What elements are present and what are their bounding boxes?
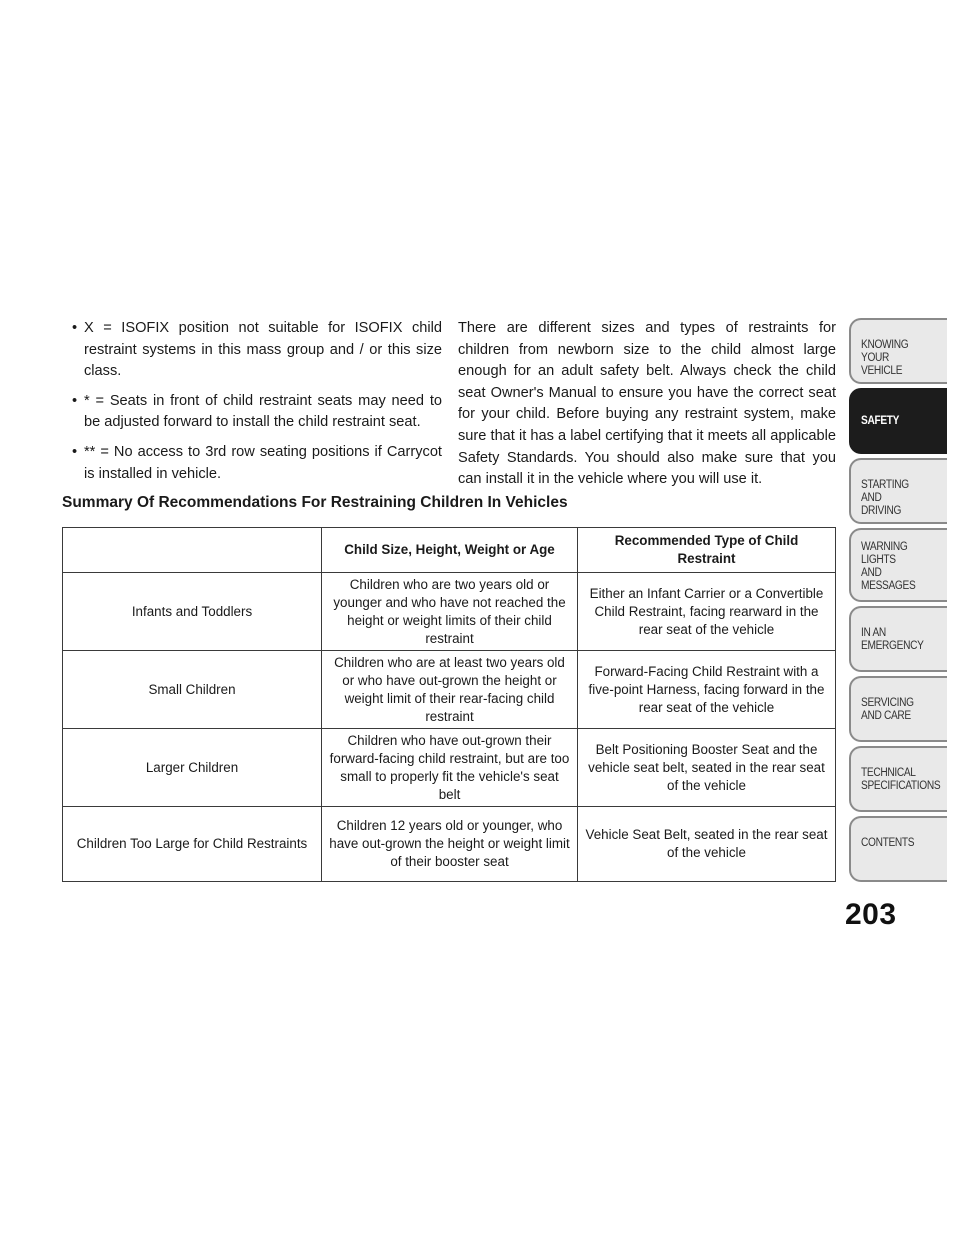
- table-cell-restraint: Forward-Facing Child Restraint with a five-point Harness, facing forward in the rear seat of the vehicle: [578, 651, 836, 729]
- restraint-intro-paragraph: There are different sizes and types of restraints for children from newborn size to the child almost large enough for an adult safety belt. Always check the child seat Owner's Manual to ensure you have the correct seat for your child. Before buying any restraint system, make sure that it has a label certifying that it meets all applicable Safety Standards. You should also make sure that you can install it in the vehicle where you will use it.: [458, 320, 836, 488]
- left-column: [62, 318, 442, 493]
- tab-label: CONTENTS: [861, 835, 915, 849]
- tab-starting-and-driving[interactable]: [849, 458, 947, 524]
- tab-technical-specifications[interactable]: [849, 746, 947, 812]
- recommendations-table: [62, 527, 836, 882]
- table-row: [63, 807, 836, 882]
- tab-label: WARNING LIGHTS AND MESSAGES: [861, 539, 916, 592]
- section-heading: Summary Of Recommendations For Restraining Children In Vehicles: [62, 494, 568, 511]
- table-row: [63, 573, 836, 651]
- tab-label: STARTING AND DRIVING: [861, 477, 909, 517]
- table-header-size: Child Size, Height, Weight or Age: [322, 528, 578, 573]
- tab-label: KNOWING YOUR VEHICLE: [861, 337, 909, 377]
- table-cell-category: Small Children: [63, 651, 322, 729]
- table-header-row: [63, 528, 836, 573]
- tab-knowing-your-vehicle[interactable]: [849, 318, 947, 384]
- table-cell-size: Children 12 years old or younger, who have out-grown the height or weight limit of their booster seat: [322, 807, 578, 882]
- legend-item-double-star: • ** = No access to 3rd row seating positions if Carrycot is installed in vehicle.: [62, 442, 442, 485]
- tab-servicing-and-care[interactable]: [849, 676, 947, 742]
- tab-in-an-emergency[interactable]: [849, 606, 947, 672]
- tab-warning-lights-and-messages[interactable]: [849, 528, 947, 602]
- page-number: 203: [845, 898, 897, 931]
- tab-label: SERVICING AND CARE: [861, 695, 914, 722]
- table-cell-size: Children who are at least two years old or who have out-grown the height or weight limit of their rear-facing child restraint: [322, 651, 578, 729]
- table-header-restraint-type: Recommended Type of Child Restraint: [578, 528, 836, 573]
- table-row: [63, 651, 836, 729]
- table-cell-category: Children Too Large for Child Restraints: [63, 807, 322, 882]
- table-cell-category: Infants and Toddlers: [63, 573, 322, 651]
- table-cell-restraint: Vehicle Seat Belt, seated in the rear seat of the vehicle: [578, 807, 836, 882]
- table-header-category: [63, 528, 322, 573]
- chapter-tabs: [849, 318, 947, 886]
- tab-label: IN AN EMERGENCY: [861, 625, 924, 652]
- table-cell-category: Larger Children: [63, 729, 322, 807]
- table-cell-size: Children who are two years old or younger and who have not reached the height or weight limits of their child restraint: [322, 573, 578, 651]
- legend-list: [62, 318, 442, 485]
- table-cell-size: Children who have out-grown their forward-facing child restraint, but are too small to properly fit the vehicle's seat belt: [322, 729, 578, 807]
- tab-contents[interactable]: [849, 816, 947, 882]
- table-cell-restraint: Belt Positioning Booster Seat and the vehicle seat belt, seated in the rear seat of the vehicle: [578, 729, 836, 807]
- table-row: [63, 729, 836, 807]
- legend-item-x: • X = ISOFIX position not suitable for ISOFIX child restraint systems in this mass group and / or this size class.: [62, 318, 442, 383]
- tab-safety[interactable]: [849, 388, 947, 454]
- right-column: [458, 318, 836, 491]
- table-cell-restraint: Either an Infant Carrier or a Convertible Child Restraint, facing rearward in the rear seat of the vehicle: [578, 573, 836, 651]
- legend-item-star: • * = Seats in front of child restraint seats may need to be adjusted forward to install the child restraint seat.: [62, 391, 442, 434]
- tab-label: TECHNICAL SPECIFICATIONS: [861, 765, 941, 792]
- tab-label: SAFETY: [861, 413, 900, 427]
